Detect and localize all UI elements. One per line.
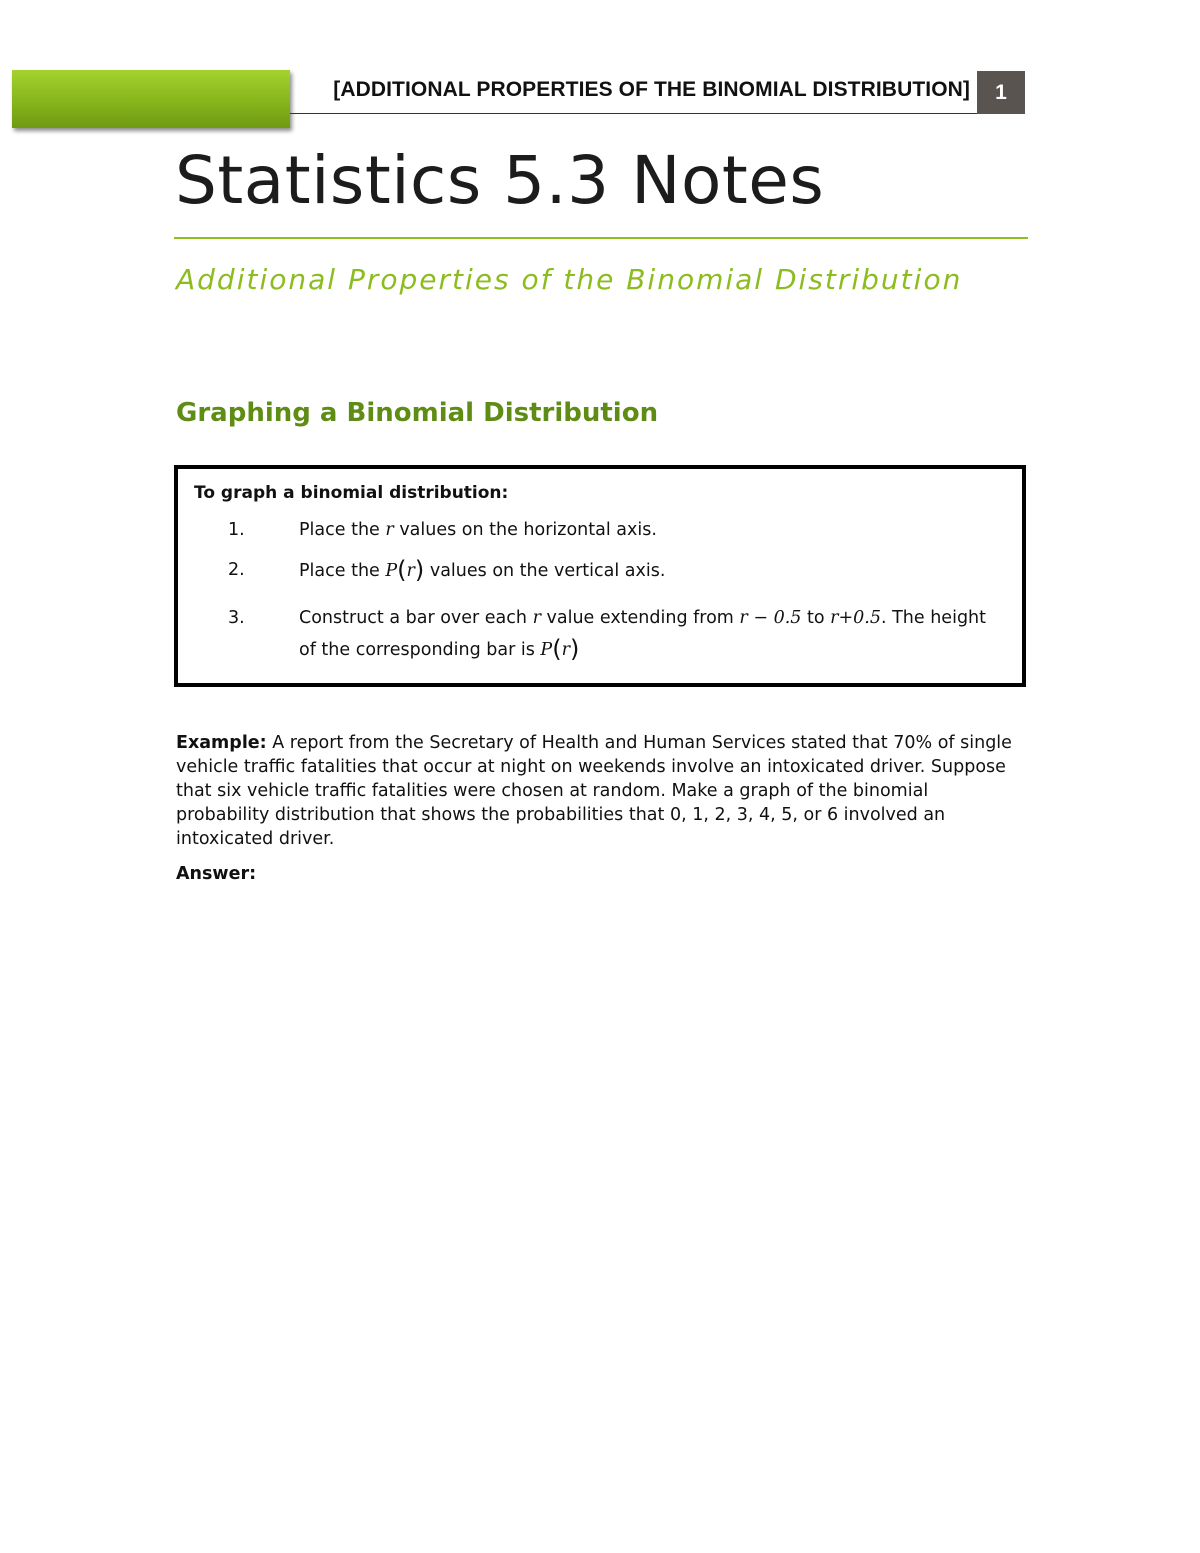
page-subtitle: Additional Properties of the Binomial Distribution xyxy=(176,263,963,296)
page-number: 1 xyxy=(977,71,1025,114)
step-text xyxy=(299,515,999,546)
example-text: A report from the Secretary of Health and Human Services stated that 70% of single vehicle traffic fatalities that occur at night on weekends involve an intoxicated driver. Suppose that six vehicle traffic fatalities were chosen at random. Make a graph of the binomial probability distribution that shows the probabilities that 0, 1, 2, 3, 4, 5, or 6 involved an intoxicated driver. xyxy=(176,733,1012,849)
header-accent-tab xyxy=(12,70,290,128)
definition-box-heading: To graph a binomial distribution: xyxy=(194,483,509,503)
close-paren: ) xyxy=(414,556,425,584)
page-title: Statistics 5.3 Notes xyxy=(175,142,825,219)
step-text-part: value extending from xyxy=(540,608,740,628)
header-rule xyxy=(290,113,978,114)
step-text-part: to xyxy=(801,608,831,628)
step-number: 1. xyxy=(228,520,245,540)
step-text xyxy=(299,555,999,587)
section-heading: Graphing a Binomial Distribution xyxy=(176,398,659,428)
math-variable: r xyxy=(385,520,394,540)
math-argument: r xyxy=(406,561,415,581)
step-text xyxy=(299,603,999,666)
title-divider xyxy=(174,237,1028,239)
open-paren: ( xyxy=(397,556,407,584)
math-function: P xyxy=(385,561,398,581)
math-function: P xyxy=(540,640,553,660)
step-number: 3. xyxy=(228,608,245,628)
open-paren: ( xyxy=(552,635,562,663)
answer-label: Answer: xyxy=(176,864,257,884)
step-text-part: Construct a bar over each xyxy=(299,608,533,628)
math-variable: r xyxy=(532,608,541,628)
step-text-part: Place the xyxy=(299,520,386,540)
definition-box xyxy=(174,465,1026,687)
example-label: Example: xyxy=(176,733,267,753)
example-paragraph xyxy=(176,731,1026,851)
step-text-part: values on the vertical axis. xyxy=(424,561,666,581)
step-text-part: . The height of the corresponding bar is xyxy=(299,608,987,660)
step-text-part: Place the xyxy=(299,561,386,581)
step-text-part: values on the horizontal axis. xyxy=(393,520,657,540)
math-expression-low: r − 0.5 xyxy=(739,608,802,628)
running-header: [ADDITIONAL PROPERTIES OF THE BINOMIAL DISTRIBUTION] xyxy=(333,78,970,101)
step-number: 2. xyxy=(228,560,245,580)
math-argument: r xyxy=(561,640,570,660)
math-expression-high: r+0.5 xyxy=(830,608,881,628)
close-paren: ) xyxy=(569,635,580,663)
